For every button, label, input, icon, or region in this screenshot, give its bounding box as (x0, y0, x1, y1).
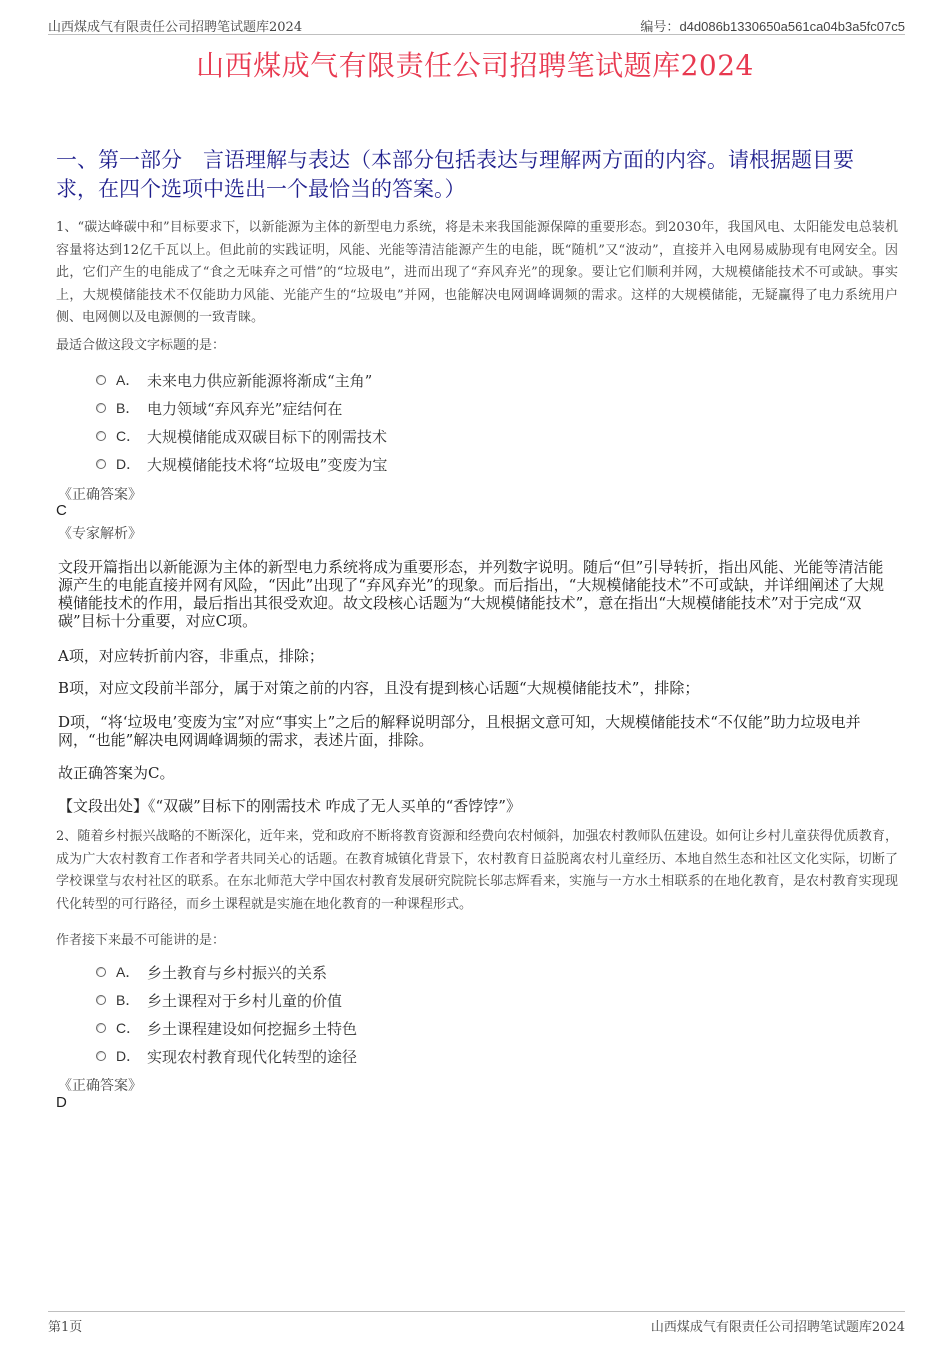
analysis-source: 【文段出处】《“双碳”目标下的刚需技术 咋成了无人买单的“香饽饽”》 (58, 797, 521, 815)
radio-icon[interactable] (96, 967, 106, 977)
option-letter: A． (116, 372, 140, 388)
question-2-option-d[interactable] (96, 1042, 357, 1070)
question-2-answer: D (56, 1094, 67, 1111)
question-2-option-a[interactable] (96, 958, 357, 986)
footer-doc-name: 山西煤成气有限责任公司招聘笔试题库2024 (650, 1320, 905, 1335)
question-2-text: 2、随着乡村振兴战略的不断深化，近年来，党和政府不断将教育资源和经费向农村倾斜，加强农村教师队伍建设。如何让乡村儿童获得优质教育，成为广大农村教育工作者和学者共同关心的话题。在教育城镇化背景下，农村教育日益脱离农村儿童经历、本地自然生态和社区文化实际，切断了学校课堂与农村社区的联系。在东北师范大学中国农村教育发展研究院院长邬志辉看来，实施与一方水土相联系的在地化教育，是农村教育实现现代化转型的可行路径，而乡土课程就是实施在地化教育的一种课程形式。 (56, 829, 898, 912)
option-letter: B． (116, 400, 140, 416)
option-letter: D． (116, 1048, 141, 1064)
option-letter: C． (116, 428, 141, 444)
analysis-paragraph: 故正确答案为C。 (58, 764, 175, 782)
question-1-option-c[interactable] (96, 422, 387, 450)
question-1-option-a[interactable] (96, 366, 387, 394)
option-letter: A． (116, 964, 140, 980)
radio-icon[interactable] (96, 1023, 106, 1033)
option-text: 实现农村教育现代化转型的途径 (147, 1047, 358, 1066)
radio-icon[interactable] (96, 375, 106, 385)
analysis-paragraph: 文段开篇指出以新能源为主体的新型电力系统将成为重要形态，并列数字说明。随后“但”引导转折，指出风能、光能等清洁能源产生的电能直接并网有风险，“因此”出现了“弃风弃光”的现象。而后指出，“大规模储能技术”不可或缺，并详细阐述了大规模储能技术的作用，最后指出其很受欢迎。故文段核心话题为“大规模储能技术”，意在指出“大规模储能技术”对于完成“双碳”目标十分重要，对应C项。 (58, 558, 885, 630)
option-text: 乡土教育与乡村振兴的关系 (147, 963, 328, 982)
question-2-options (96, 958, 357, 1070)
radio-icon[interactable] (96, 431, 106, 441)
option-text: 大规模储能技术将“垃圾电”变废为宝 (147, 455, 388, 474)
option-text: 未来电力供应新能源将渐成“主角” (147, 371, 373, 390)
analysis-paragraph: A项，对应转折前内容，非重点，排除； (58, 647, 324, 665)
question-1-analysis-label: 《专家解析》 (58, 526, 142, 542)
section-heading: 一、第一部分 言语理解与表达（本部分包括表达与理解两方面的内容。请根据题目要求，在四个选项中选出一个最恰当的答案。） (56, 148, 854, 201)
question-2-prompt: 作者接下来最不可能讲的是： (56, 933, 226, 948)
document-title: 山西煤成气有限责任公司招聘笔试题库2024 (196, 49, 754, 82)
header-code-value: d4d086b1330650a561ca04b3a5fc07c5 (679, 19, 905, 34)
header-code-label: 编号： (640, 20, 680, 35)
question-1-option-b[interactable] (96, 394, 387, 422)
option-text: 乡土课程对于乡村儿童的价值 (147, 991, 343, 1010)
option-text: 乡土课程建设如何挖掘乡土特色 (147, 1019, 358, 1038)
question-1-options (96, 366, 387, 478)
option-letter: B． (116, 992, 140, 1008)
analysis-paragraph: D项，“将‘垃圾电’变废为宝”对应“事实上”之后的解释说明部分，且根据文意可知，大规模储能技术“不仅能”助力垃圾电并网，“也能”解决电网调峰调频的需求，表述片面，排除。 (58, 713, 861, 749)
analysis-paragraph: B项，对应文段前半部分，属于对策之前的内容，且没有提到核心话题“大规模储能技术”，排除； (58, 679, 700, 697)
radio-icon[interactable] (96, 995, 106, 1005)
page-footer (48, 1311, 905, 1334)
question-1-option-d[interactable] (96, 450, 387, 478)
option-text: 电力领域“弃风弃光”症结何在 (147, 399, 343, 418)
option-text: 大规模储能成双碳目标下的刚需技术 (147, 427, 388, 446)
radio-icon[interactable] (96, 459, 106, 469)
header-doc-name: 山西煤成气有限责任公司招聘笔试题库2024 (48, 20, 303, 35)
question-2-option-c[interactable] (96, 1014, 357, 1042)
question-1-text: 1、“碳达峰碳中和”目标要求下，以新能源为主体的新型电力系统，将是未来我国能源保障的重要形态。到2030年，我国风电、太阳能发电总装机容量将达到12亿千瓦以上。但此前的实践证明，风能、光能等清洁能源产生的电能，既“随机”又“波动”，直接并入电网易威胁现有电网安全。因此，它们产生的电能成了“食之无味弃之可惜”的“垃圾电”，进而出现了“弃风弃光”的现象。要让它们顺利并网，大规模储能技术不可或缺。事实上，大规模储能技术不仅能助力风能、光能产生的“垃圾电”并网，也能解决电网调峰调频的需求。这样的大规模储能，无疑赢得了电力系统用户侧、电网侧以及电源侧的一致青睐。 (56, 220, 898, 325)
option-letter: D． (116, 456, 141, 472)
radio-icon[interactable] (96, 403, 106, 413)
question-2-answer-label: 《正确答案》 (58, 1078, 142, 1094)
radio-icon[interactable] (96, 1051, 106, 1061)
question-1-answer: C (56, 502, 67, 519)
footer-page-number: 第1页 (48, 1320, 83, 1335)
option-letter: C． (116, 1020, 141, 1036)
question-1-prompt: 最适合做这段文字标题的是： (56, 338, 226, 353)
question-1-answer-label: 《正确答案》 (58, 487, 142, 503)
page-header (48, 12, 905, 35)
header-doc-code (640, 16, 905, 35)
question-2-option-b[interactable] (96, 986, 357, 1014)
